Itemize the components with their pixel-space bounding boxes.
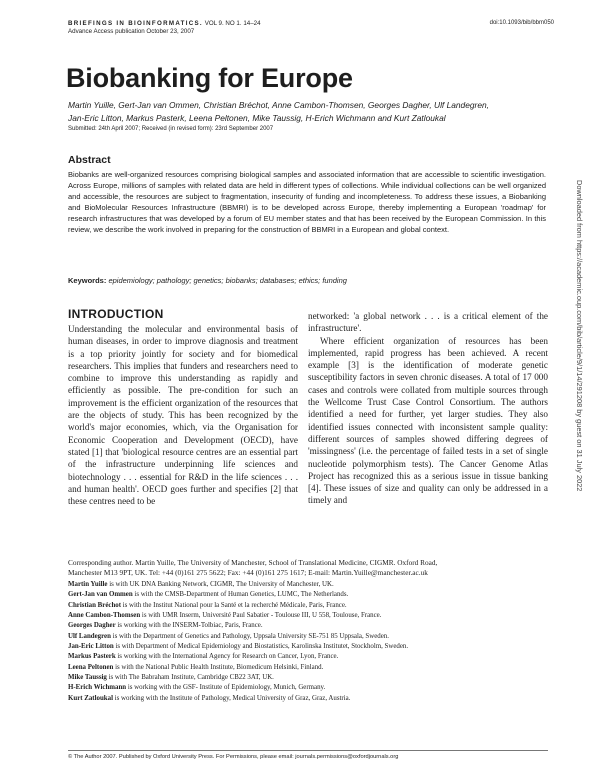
doi[interactable]: doi:10.1093/bib/bbm050 — [489, 20, 554, 26]
authors-line: Jan-Eric Litton, Markus Pasterk, Leena Peltonen, Mike Taussig, H-Erich Wichmann and Kurt Zatloukal — [68, 113, 446, 123]
affiliation-line — [68, 694, 548, 704]
copyright-footer: © The Author 2007. Published by Oxford University Press. For Permissions, please email: journals.permissions@oxfordjournals.org — [68, 754, 399, 760]
affiliation-author-name: Martin Yuille — [68, 581, 108, 588]
keywords — [68, 276, 546, 286]
affiliation-author-name: H-Erich Wichmann — [68, 684, 127, 692]
footer-divider — [68, 750, 548, 751]
affiliation-text: is with the CMSB-Department of Human Genetics, LUMC, The Netherlands. — [132, 591, 349, 599]
affiliations — [68, 580, 548, 704]
affiliation-line — [68, 590, 548, 600]
affiliation-line — [68, 642, 548, 652]
affiliation-author-name: Jan-Eric Litton — [68, 643, 114, 651]
section-heading-introduction: INTRODUCTION — [68, 307, 164, 321]
affiliation-author-name: Kurt Zatloukal — [68, 694, 113, 702]
affiliation-text: is with the Department of Genetics and Pathology, Uppsala University SE-751 85 Uppsala, Sweden. — [110, 632, 389, 640]
affiliation-author-name: Ulf Landegren — [68, 632, 111, 640]
affiliation-text: is with Department of Medical Epidemiology and Biostatistics, Karolinska Institutet, Stockholm, Sweden. — [113, 643, 409, 651]
author-list — [68, 99, 546, 125]
affiliation-line — [68, 611, 548, 621]
abstract-text: Biobanks are well-organized resources comprising biological samples and associated information that are accessible to scientific investigation. Across Europe, millions of samples with related data are held in different types of collections. While individual collections can be well organized and accessible, the resources are subject to fragmentation, insecurity of funding and incompleteness. To address these issues, a Biobanking and BioMolecular Resources Infrastructure (BBMRI) is to be developed across Europe, thereby implementing a European 'roadmap' for research infrastructures that was developed by a forum of EU member states and that has been received by the European Commission. In this review, we describe the work involved in preparing for the construction of BBMRI in a European and global context. — [68, 170, 546, 234]
affiliation-author-name: Anne Cambon-Thomsen — [68, 612, 141, 620]
affiliation-line — [68, 621, 548, 631]
running-header — [68, 20, 261, 36]
affiliation-text: is with the National Public Health Institute, Biomedicum Helsinki, Finland. — [113, 663, 324, 671]
affiliation-line — [68, 580, 548, 590]
body-column-left — [68, 323, 298, 507]
affiliation-author-name: Georges Dagher — [68, 622, 116, 630]
affiliation-line — [68, 652, 548, 662]
download-watermark: Downloaded from https://academic.oup.com/bib/article/9/1/14/291208 by guest on 31 July 2022 — [575, 180, 584, 492]
affiliation-author-name: Christian Bréchot — [68, 601, 122, 609]
article-title: Biobanking for Europe — [66, 63, 353, 93]
keywords-list: epidemiology; pathology; genetics; biobanks; databases; ethics; funding — [108, 276, 347, 285]
affiliation-text: is with UK DNA Banking Network, CIGMR, The University of Manchester, UK. — [107, 581, 334, 588]
affiliation-author-name: Markus Pasterk — [68, 653, 116, 661]
affiliation-line — [68, 673, 548, 683]
affiliation-line — [68, 632, 548, 642]
keywords-label: Keywords: — [68, 276, 107, 285]
affiliation-text: is working with the Institute of Pathology, Medical University of Graz, Graz, Austria. — [113, 694, 351, 702]
affiliation-line — [68, 683, 548, 693]
affiliation-text: is with the Institut National pour la Santé et la recherché Médicale, Paris, France. — [121, 601, 347, 609]
affiliation-text: is with UMR Inserm, Université Paul Sabatier - Toulouse III, U 558, Toulouse, France. — [140, 612, 382, 620]
affiliation-author-name: Gert-Jan van Ommen — [68, 591, 133, 599]
paragraph: networked: 'a global network . . . is a critical element of the infrastructure'. — [308, 311, 548, 334]
advance-access-note: Advance Access publication October 23, 2007 — [68, 28, 195, 35]
authors-line: Martin Yuille, Gert-Jan van Ommen, Christian Bréchot, Anne Cambon-Thomsen, Georges Dagher, Ulf Landegren, — [68, 100, 489, 110]
affiliation-line — [68, 601, 548, 611]
paragraph: Where efficient organization of resources has been implemented, rapid progress has been achieved. A recent example [3] is the identification of moderate genetic susceptibility factors in seven chronic diseases. A total of 17 000 cases and controls were collated from multiple sources through the Wellcome Trust Case Control Consortium. The authors identified a need for further, yet larger studies. They also identified issues connected with inconsistent sample quality: different sources of samples showed differing degrees of 'missingness' (i.e. the percentage of failed tests in a set of single nucleotide polymorphism tests). The Cancer Genome Atlas Project has recognized this as a serious issue in tissue banking [4]. These issues of size and quality can only be addressed in a timely and — [308, 335, 548, 506]
journal-name: BRIEFINGS IN BIOINFORMATICS. — [68, 20, 203, 27]
abstract-heading: Abstract — [68, 154, 111, 166]
affiliation-text: is with The Babraham Institute, Cambridge CB22 3AT, UK. — [106, 674, 274, 682]
affiliation-text: is working with the INSERM-Tolbiac, Paris, France. — [115, 622, 263, 630]
body-column-right — [308, 310, 548, 507]
affiliation-author-name: Mike Taussig — [68, 674, 107, 682]
affiliation-text: is working with the International Agency for Research on Cancer, Lyon, France. — [115, 653, 339, 661]
affiliation-author-name: Leena Peltonen — [68, 663, 114, 671]
paragraph: Understanding the molecular and environmental basis of human diseases, in order to improve diagnosis and treatment is a top priority jointly for society and for biomedical researchers. This implies that funders and researchers need to combine to improve this understanding as rapidly and efficiently as possible. The pre-condition for such an improvement is the efficient organization of the resources that are the objects of study. This has been recognized by the world's major economies, which, via the Organisation for Economic Cooperation and Development (OECD), have stated [1] that 'biological resource centres are an essential part of the infrastructure underpinning life sciences and biotechnology . . . essential for R&D in the life sciences . . . and human health'. OECD goes further and specifies [2] that these centres need to be — [68, 324, 298, 507]
corresponding-author: Corresponding author. Martin Yuille, The University of Manchester, School of Translational Medicine, CIGMR. Oxford Road, Manchester M13 9PT, UK. Tel: +44 (0)161 275 5622; Fax: +44 (0)161 275 1617; E-mail: Martin.Yuille@manchester.ac.uk — [68, 558, 438, 578]
affiliation-text: is working with the GSF- Institute of Epidemiology, Munich, Germany. — [126, 684, 326, 692]
affiliation-line — [68, 663, 548, 673]
submission-dates: Submitted: 24th April 2007; Received (in revised form): 23rd September 2007 — [68, 126, 274, 132]
volume-info: VOL 9. NO 1. 14–24 — [204, 20, 261, 27]
